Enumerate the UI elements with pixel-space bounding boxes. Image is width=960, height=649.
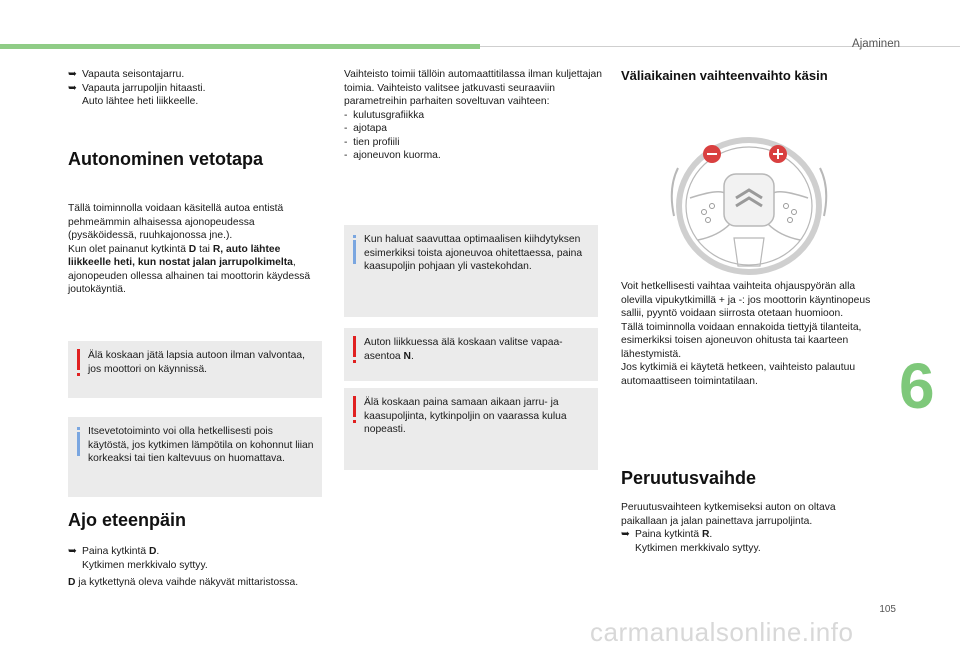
warning-icon	[352, 396, 357, 426]
warning-box-pedals	[344, 388, 598, 470]
manual-heading: Väliaikainen vaihteenvaihto käsin	[621, 68, 828, 83]
list-item: - ajoneuvon kuorma.	[344, 150, 441, 161]
info-text: Itsevetotoiminto voi olla hetkellisesti pois käytöstä, jos kytkimen lämpötila on kohonnut liian korkeaksi tai tien kaltevuus on huomattava.	[88, 426, 314, 464]
warning-icon	[352, 336, 357, 366]
warning-box-children	[68, 341, 322, 398]
step-note: Kytkimen merkkivalo syttyy.	[82, 559, 208, 571]
auto-mode-p: Vaihteisto toimii tällöin automaattitilassa ilman kuljettajan toimia. Vaihteisto valitsee jatkuvasti seuraaviin parametreihin parhaiten soveltuvan vaihteen:	[344, 69, 602, 107]
step-note: Kytkimen merkkivalo syttyy.	[635, 542, 761, 554]
arrow-icon: ➥	[68, 69, 77, 80]
step-item: ➥ Vapauta seisontajarru.	[68, 69, 185, 80]
info-box-acceleration	[344, 225, 598, 317]
list-item: - ajotapa	[344, 123, 387, 134]
forward-heading: Ajo eteenpäin	[68, 510, 187, 530]
reverse-p: Peruutusvaihteen kytkemiseksi auton on oltava paikallaan ja jalan painettava jarrupoljinta.	[621, 502, 836, 527]
arrow-icon: ➥	[68, 82, 77, 94]
watermark: carmanualsonline.info	[590, 617, 854, 647]
step-item: ➥ Paina kytkintä D.	[68, 546, 160, 557]
forward-text	[68, 545, 326, 590]
info-icon	[76, 427, 81, 457]
plus-paddle-icon	[769, 145, 787, 163]
step-item: ➥ Vapauta jarrupoljin hitaasti.	[68, 82, 206, 94]
manual-p3: Jos kytkimiä ei käytetä hetkeen, vaihteisto palautuu automaattiseen toimintatilaan.	[621, 362, 856, 387]
step-item: ➥ Paina kytkintä R.	[621, 529, 713, 540]
header-accent-bar	[0, 44, 480, 49]
manual-text	[621, 280, 883, 388]
autonomous-p2: Kun olet painanut kytkintä D tai R, auto lähtee liikkeelle heti, kun nostat jalan jarrupolkimelta, ajonopeuden ollessa alhainen tai moottorin käydessä joutokäyntiä.	[68, 243, 311, 295]
warning-text: Älä koskaan paina samaan aikaan jarru- ja kaasupoljinta, kytkinpoljin on vaarassa kulua nopeasti.	[364, 397, 567, 435]
section-title: Ajaminen	[852, 38, 900, 50]
auto-mode-text	[344, 68, 602, 163]
page-number: 105	[879, 604, 896, 615]
warning-icon	[76, 349, 81, 379]
list-item: - kulutusgrafiikka	[344, 109, 425, 121]
manual-p1: Voit hetkellisesti vaihtaa vaihteita ohjauspyörän alla olevilla vipukytkimillä + ja -: jos moottorin käyntinopeus sallii, pyyntö voidaan siirrosta otetaan huomioon.	[621, 281, 871, 319]
autonomous-p1: Tällä toiminnolla voidaan käsitellä autoa entistä pehmeämmin alhaisessa ajonopeudessa (pysäköidessä, ruuhkajonossa jne.).	[68, 203, 284, 241]
arrow-icon: ➥	[68, 546, 77, 557]
info-icon	[352, 235, 357, 265]
warning-text: Älä koskaan jätä lapsia autoon ilman valvontaa, jos moottori on käynnissä.	[88, 350, 305, 375]
arrow-icon: ➥	[621, 529, 630, 540]
autonomous-heading: Autonominen vetotapa	[68, 149, 264, 169]
step-note: Auto lähtee heti liikkeelle.	[82, 96, 199, 107]
info-box-selfdrive	[68, 417, 322, 497]
autonomous-text	[68, 202, 326, 297]
forward-p: D ja kytkettynä oleva vaihde näkyvät mittaristossa.	[68, 577, 299, 588]
chapter-number: 6	[899, 350, 935, 422]
warning-text: Auton liikkuessa älä koskaan valitse vapaa-asentoa N.	[364, 337, 563, 362]
parameter-list	[344, 109, 602, 163]
manual-p2: Tällä toiminnolla voidaan ennakoida tiettyjä tilanteita, esimerkiksi toisen ajoneuvon ohitusta tai kaarteen lähestymistä.	[621, 321, 862, 360]
reverse-text	[621, 501, 883, 555]
intro-steps	[68, 68, 328, 109]
warning-box-neutral	[344, 328, 598, 381]
list-item: - tien profiili	[344, 136, 400, 148]
reverse-heading: Peruutusvaihde	[621, 468, 757, 488]
info-text: Kun haluat saavuttaa optimaalisen kiihdytyksen esimerkiksi toista ajoneuvoa ohitettaessa, paina kaasupoljin pohjaan yli vastekohdan.	[364, 234, 583, 272]
steering-wheel-illustration	[668, 128, 830, 278]
minus-paddle-icon	[703, 145, 721, 163]
